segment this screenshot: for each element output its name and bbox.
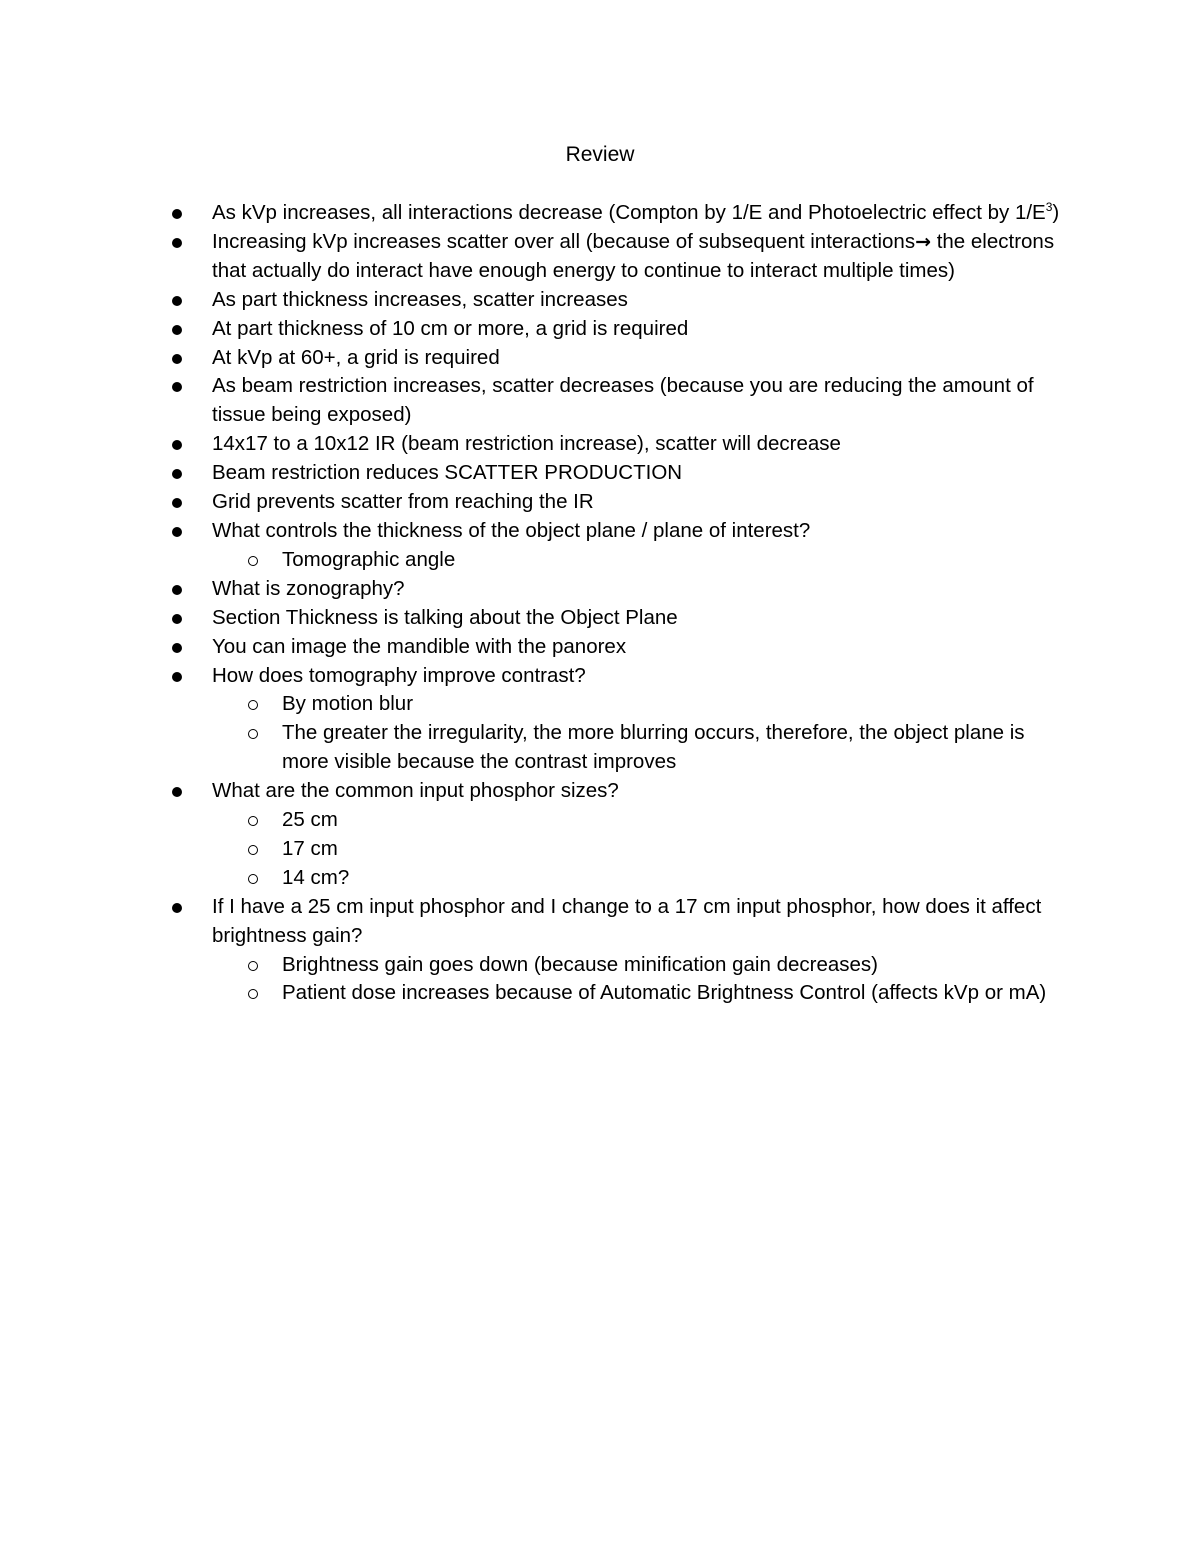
sub-list-item [172, 690, 1072, 719]
hollow-bullet-icon [248, 816, 258, 826]
sub-list-item [172, 979, 1072, 1008]
list-item-text-after: ) [1052, 201, 1060, 224]
bullet-icon [172, 585, 182, 595]
hollow-bullet-icon [248, 845, 258, 855]
list-item [172, 575, 1072, 604]
bullet-icon [172, 498, 182, 508]
document-title: Review [565, 143, 635, 166]
list-item [172, 604, 1072, 633]
bullet-icon [172, 614, 182, 624]
sub-list-item [172, 546, 1072, 575]
sub-list-item [172, 806, 1072, 835]
list-item [172, 488, 1072, 517]
bullet-icon [172, 672, 182, 682]
list-item [172, 430, 1072, 459]
sub-list-item [172, 864, 1072, 893]
sub-list-item-text: The greater the irregularity, the more blurring occurs, therefore, the object plane is more visible because the contrast improves [282, 721, 1025, 774]
hollow-bullet-icon [248, 989, 258, 999]
bullet-icon [172, 354, 182, 364]
hollow-bullet-icon [248, 961, 258, 971]
list-item-text: Beam restriction reduces SCATTER PRODUCTION [212, 461, 683, 485]
sub-list-item-text: 17 cm [282, 836, 338, 860]
list-item-text: At kVp at 60+, a grid is required [212, 345, 500, 369]
bullet-icon [172, 440, 182, 450]
bullet-icon [172, 238, 182, 248]
list-item-text: If I have a 25 cm input phosphor and I change to a 17 cm input phosphor, how does it affect brightness gain? [212, 894, 1042, 947]
hollow-bullet-icon [248, 874, 258, 884]
list-item [172, 286, 1072, 315]
hollow-bullet-icon [248, 700, 258, 710]
hollow-bullet-icon [248, 729, 258, 739]
list-item [172, 344, 1072, 373]
sub-list-item-text: 25 cm [282, 808, 338, 832]
right-arrow-icon: → [915, 230, 931, 253]
list-item [172, 517, 1072, 546]
list-item-text-after: the electrons that actually do interact have enough energy to continue to interact multiple times) [212, 229, 1055, 282]
list-item-text: How does tomography improve contrast? [212, 663, 586, 687]
list-item [172, 228, 1072, 286]
sub-list-item-text: 14 cm? [282, 865, 350, 889]
list-item-text: Grid prevents scatter from reaching the IR [212, 490, 594, 514]
list-item-text: What is zonography? [212, 576, 405, 600]
list-item [172, 199, 1072, 228]
bullet-icon [172, 469, 182, 479]
sub-list-item [172, 951, 1072, 980]
sub-list-item-text: Patient dose increases because of Automatic Brightness Control (affects kVp or mA) [282, 981, 1047, 1005]
list-item-text: At part thickness of 10 cm or more, a grid is required [212, 316, 689, 340]
bullet-icon [172, 527, 182, 537]
sub-list-item [172, 719, 1072, 777]
bullet-icon [172, 903, 182, 913]
sub-list-item [172, 835, 1072, 864]
list-item-text: 14x17 to a 10x12 IR (beam restriction increase), scatter will decrease [212, 432, 841, 456]
bullet-icon [172, 787, 182, 797]
list-item-text: You can image the mandible with the panorex [212, 634, 627, 658]
sub-list-item-text: Brightness gain goes down (because minification gain decreases) [282, 952, 878, 976]
list-item [172, 893, 1072, 951]
bullet-list [172, 199, 1072, 1008]
list-item [172, 662, 1072, 691]
list-item-text: What controls the thickness of the object plane / plane of interest? [212, 518, 811, 542]
sub-list-item-text: Tomographic angle [282, 547, 456, 571]
bullet-icon [172, 209, 182, 219]
list-item-text: Section Thickness is talking about the Object Plane [212, 605, 678, 629]
list-item [172, 372, 1072, 430]
list-item-text: What are the common input phosphor sizes? [212, 779, 619, 803]
list-item-text: As kVp increases, all interactions decrease (Compton by 1/E and Photoelectric effect by 1/E [212, 201, 1046, 224]
bullet-icon [172, 296, 182, 306]
list-item [172, 633, 1072, 662]
superscript-exponent: 3 [1045, 200, 1053, 215]
list-item-text: As part thickness increases, scatter increases [212, 287, 628, 311]
hollow-bullet-icon [248, 556, 258, 566]
list-item-text: Increasing kVp increases scatter over all (because of subsequent interactions [212, 229, 916, 253]
sub-list-item-text: By motion blur [282, 692, 414, 716]
bullet-icon [172, 382, 182, 392]
list-item-text: As beam restriction increases, scatter decreases (because you are reducing the amount of tissue being exposed) [212, 374, 1034, 427]
bullet-icon [172, 325, 182, 335]
bullet-icon [172, 643, 182, 653]
list-item [172, 459, 1072, 488]
list-item [172, 777, 1072, 806]
list-item [172, 315, 1072, 344]
